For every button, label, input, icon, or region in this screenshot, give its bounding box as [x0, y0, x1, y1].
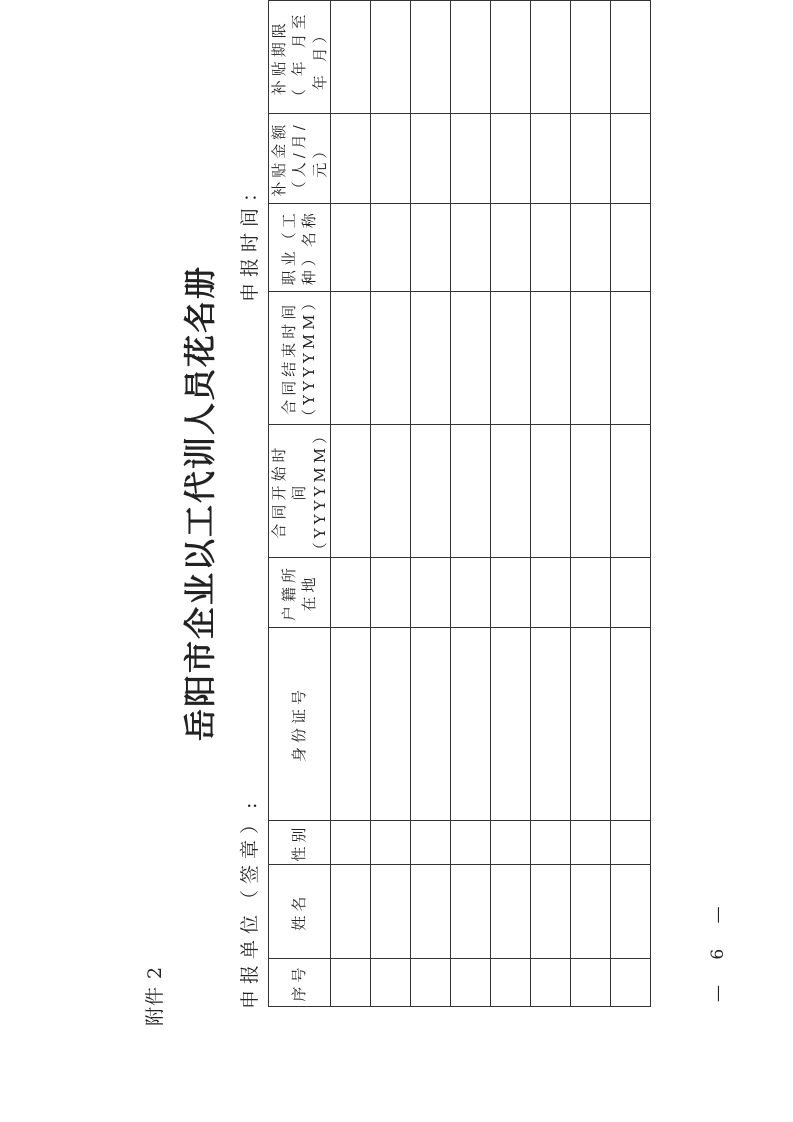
table-cell [370, 959, 410, 1007]
table-cell [330, 1, 370, 114]
column-header-line2: 间（YYYYMM） [290, 424, 329, 558]
table-cell [410, 291, 450, 424]
table-row [490, 1, 530, 1007]
table-row [330, 1, 370, 1007]
table-cell [610, 204, 650, 292]
table-cell [330, 558, 370, 628]
table-cell [330, 204, 370, 292]
table-cell [450, 959, 490, 1007]
column-header-3 [269, 627, 331, 820]
table-cell [530, 291, 570, 424]
column-header-7 [269, 204, 331, 292]
table-cell [610, 291, 650, 424]
table-cell [610, 864, 650, 958]
table-cell [570, 821, 610, 865]
table-cell [530, 821, 570, 865]
page-title [175, 0, 221, 1122]
table-cell [530, 114, 570, 204]
table-cell [370, 204, 410, 292]
column-header-9 [269, 1, 331, 114]
table-cell [450, 424, 490, 557]
table-cell [330, 959, 370, 1007]
table-cell [370, 864, 410, 958]
column-header-line2: 在地 [300, 573, 319, 612]
table-cell [370, 424, 410, 557]
table-cell [450, 864, 490, 958]
page-number: — 6 — [708, 896, 728, 1002]
column-header-5 [269, 424, 331, 557]
column-header-line2: （YYYYMM） [300, 291, 319, 424]
table-cell [570, 424, 610, 557]
table-cell [330, 864, 370, 958]
table-cell [610, 627, 650, 820]
table-cell [410, 627, 450, 820]
table-cell [490, 558, 530, 628]
table-cell [330, 114, 370, 204]
table-cell [610, 114, 650, 204]
column-header-6 [269, 291, 331, 424]
table-cell [530, 558, 570, 628]
table-cell [530, 204, 570, 292]
table-cell [490, 627, 530, 820]
column-header-line1: 职业（工 [280, 209, 299, 286]
table-cell [410, 864, 450, 958]
table-cell [570, 864, 610, 958]
table-cell [570, 1, 610, 114]
table-cell [570, 291, 610, 424]
table-cell [450, 291, 490, 424]
applicant-unit-label: 申报单位（签章）: [239, 796, 261, 1009]
table-cell [410, 1, 450, 114]
table-row [450, 1, 490, 1007]
table-cell [410, 204, 450, 292]
table-cell [490, 821, 530, 865]
table-cell [490, 959, 530, 1007]
application-date-label: 申报时间： [239, 176, 261, 302]
table-cell [370, 821, 410, 865]
table-cell [610, 959, 650, 1007]
table-cell [490, 291, 530, 424]
table-row [570, 1, 610, 1007]
table-cell [530, 424, 570, 557]
table-cell [410, 821, 450, 865]
table-row [410, 1, 450, 1007]
column-header-2 [269, 821, 331, 865]
table-cell [530, 1, 570, 114]
table-cell [370, 114, 410, 204]
column-header-line1: 姓名 [290, 892, 309, 931]
table-cell [490, 424, 530, 557]
table-cell [610, 558, 650, 628]
table-cell [450, 204, 490, 292]
column-header-line2: （人/月/元） [290, 121, 329, 197]
table-row [610, 1, 650, 1007]
table-cell [570, 204, 610, 292]
table-cell [410, 424, 450, 557]
table-cell [490, 114, 530, 204]
table-cell [370, 627, 410, 820]
table-cell [450, 114, 490, 204]
table-cell [490, 1, 530, 114]
table-cell [610, 821, 650, 865]
table-cell [570, 114, 610, 204]
column-header-line1: 合同结束时间 [280, 300, 299, 415]
column-header-0 [269, 959, 331, 1007]
table-cell [450, 627, 490, 820]
table-cell [530, 864, 570, 958]
table-cell [330, 424, 370, 557]
table-cell [530, 959, 570, 1007]
column-header-line1: 补贴金额 [270, 120, 288, 197]
column-header-8 [269, 114, 331, 204]
table-cell [570, 558, 610, 628]
table-cell [570, 959, 610, 1007]
column-header-line1: 序号 [290, 963, 309, 1002]
table-cell [610, 424, 650, 557]
table-body [330, 1, 650, 1007]
table-cell [490, 864, 530, 958]
column-header-line1: 性别 [290, 823, 309, 862]
column-header-4 [269, 558, 331, 628]
table-cell [450, 558, 490, 628]
roster-table [268, 0, 651, 1007]
column-header-line1: 身份证号 [290, 685, 309, 762]
column-header-line2: 种）名称 [300, 209, 319, 286]
table-cell [490, 204, 530, 292]
table-cell [410, 959, 450, 1007]
table-cell [330, 627, 370, 820]
column-header-line1: 补贴期限 [270, 19, 288, 96]
column-header-line1: 合同开始时 [270, 443, 288, 539]
table-cell [610, 1, 650, 114]
title-text: 岳阳市企业以工代训人员花名册 [181, 265, 219, 742]
column-header-line1: 户籍所 [280, 563, 299, 621]
table-cell [370, 1, 410, 114]
table-cell [530, 627, 570, 820]
column-header-1 [269, 864, 331, 958]
table-header-row [269, 1, 331, 1007]
table-cell [450, 821, 490, 865]
table-cell [330, 291, 370, 424]
attachment-label: 附件 2 [144, 965, 166, 1026]
table-cell [410, 558, 450, 628]
table-cell [410, 114, 450, 204]
column-header-line2: （ 年 月至 年 月） [290, 10, 329, 104]
table-cell [370, 291, 410, 424]
table-row [530, 1, 570, 1007]
table-row [370, 1, 410, 1007]
table-cell [330, 821, 370, 865]
table-cell [450, 1, 490, 114]
table-cell [370, 558, 410, 628]
table-cell [570, 627, 610, 820]
